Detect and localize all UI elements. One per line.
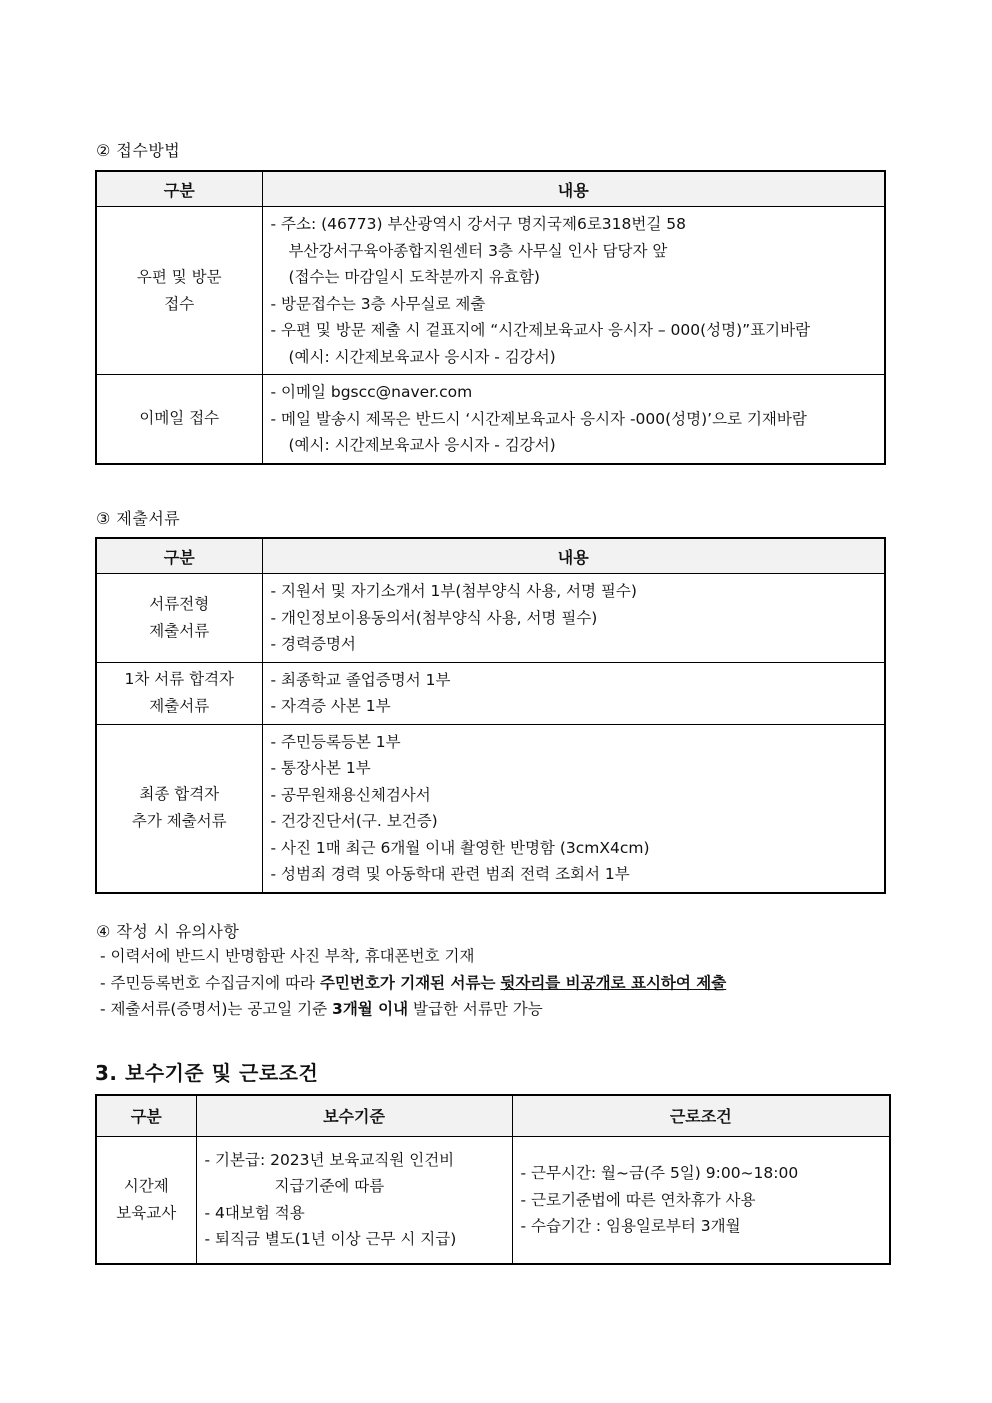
table-row bbox=[96, 574, 885, 663]
content-line: - 4대보험 적용 bbox=[204, 1203, 305, 1222]
section-title-submission-method: ② 접수방법 bbox=[96, 141, 181, 160]
content-line: - 우편 및 방문 제출 시 겉표지에 “시간제보육교사 응시자 – 000(성명)”표기바람 bbox=[270, 321, 811, 339]
content-line: (접수는 마감일시 도착분까지 유효함) bbox=[288, 268, 540, 286]
content-line: - 최종학교 졸업증명서 1부 bbox=[270, 670, 451, 689]
table-row bbox=[96, 207, 885, 375]
note-item bbox=[100, 970, 726, 997]
heading-pay-and-conditions: 3. 보수기준 및 근로조건 bbox=[95, 1061, 319, 1085]
header-pay: 보수기준 bbox=[196, 1095, 512, 1136]
category-line: 추가 제출서류 bbox=[131, 812, 227, 830]
table-row bbox=[96, 662, 885, 724]
note-text: - 제출서류(증명서)는 공고일 기준 bbox=[100, 1000, 333, 1018]
header-content: 내용 bbox=[262, 538, 885, 574]
note-item bbox=[100, 996, 726, 1023]
content-line: - 근무시간: 월~금(주 5일) 9:00~18:00 bbox=[520, 1164, 799, 1182]
submission-method-table bbox=[95, 170, 886, 465]
content-line: (예시: 시간제보육교사 응시자 - 김강서) bbox=[288, 436, 556, 454]
content-line: - 근로기준법에 따른 연차휴가 사용 bbox=[520, 1190, 756, 1209]
category-cell bbox=[96, 662, 262, 724]
category-cell bbox=[96, 207, 262, 375]
pay-cell bbox=[196, 1136, 512, 1264]
section-title-notes: ④ 작성 시 유의사항 bbox=[96, 922, 240, 941]
category-line: 이메일 접수 bbox=[139, 409, 220, 428]
content-line: - 방문접수는 3층 사무실로 제출 bbox=[270, 294, 486, 313]
content-line: - 자격증 사본 1부 bbox=[270, 697, 391, 715]
note-text: - 주민등록번호 수집금지에 따라 bbox=[100, 973, 320, 992]
content-cell bbox=[262, 662, 885, 724]
content-cell bbox=[262, 724, 885, 893]
category-line: 우편 및 방문 bbox=[136, 267, 222, 286]
note-item: - 이력서에 반드시 반명함판 사진 부착, 휴대폰번호 기재 bbox=[100, 947, 475, 965]
required-documents-table bbox=[95, 537, 886, 894]
header-content: 내용 bbox=[262, 171, 885, 207]
header-category: 구분 bbox=[96, 1095, 196, 1136]
header-category: 구분 bbox=[96, 538, 262, 574]
content-line: - 메일 발송시 제목은 반드시 ‘시간제보육교사 응시자 -000(성명)’으로 기재바람 bbox=[270, 409, 807, 428]
section-title-required-documents: ③ 제출서류 bbox=[96, 509, 181, 528]
content-cell bbox=[262, 207, 885, 375]
content-line: - 수습기간 : 임용일로부터 3개월 bbox=[520, 1217, 741, 1235]
content-line: - 지원서 및 자기소개서 1부(첨부양식 사용, 서명 필수) bbox=[270, 582, 637, 600]
content-line: (예시: 시간제보육교사 응시자 - 김강서) bbox=[288, 347, 556, 366]
category-line: 시간제 bbox=[123, 1176, 169, 1195]
category-cell bbox=[96, 574, 262, 663]
note-text: 발급한 서류만 가능 bbox=[408, 1000, 543, 1018]
content-line: 부산강서구육아종합지원센터 3층 사무실 인사 담당자 앞 bbox=[288, 241, 668, 260]
table-header-row bbox=[96, 538, 885, 574]
notes-list bbox=[100, 943, 726, 1023]
content-line: - 공무원채용신체검사서 bbox=[270, 785, 431, 804]
table-row bbox=[96, 1136, 890, 1264]
category-line: 최종 합격자 bbox=[139, 785, 220, 803]
table-header-row bbox=[96, 171, 885, 207]
category-line: 보육교사 bbox=[116, 1203, 177, 1222]
header-category: 구분 bbox=[96, 171, 262, 207]
table-row bbox=[96, 724, 885, 893]
category-line: 접수 bbox=[164, 294, 195, 313]
header-work: 근로조건 bbox=[512, 1095, 890, 1136]
content-line: - 성범죄 경력 및 아동학대 관련 범죄 전력 조회서 1부 bbox=[270, 865, 630, 883]
content-line: - 주소: (46773) 부산광역시 강서구 명지국제6로318번길 58 bbox=[270, 215, 686, 233]
category-line: 서류전형 bbox=[149, 594, 210, 613]
category-line: 제출서류 bbox=[149, 697, 210, 715]
note-bold-text: 3개월 이내 bbox=[332, 1000, 409, 1018]
note-underlined-text: 뒷자리를 비공개로 표시하여 제출 bbox=[500, 973, 727, 992]
content-line: - 주민등록등본 1부 bbox=[270, 732, 401, 751]
work-cell bbox=[512, 1136, 890, 1264]
content-line: - 퇴직금 별도(1년 이상 근무 시 지급) bbox=[204, 1230, 457, 1249]
content-line: - 건강진단서(구. 보건증) bbox=[270, 812, 438, 830]
pay-conditions-table bbox=[95, 1094, 891, 1265]
category-cell bbox=[96, 1136, 196, 1264]
content-line: - 사진 1매 최근 6개월 이내 촬영한 반명함 (3cmX4cm) bbox=[270, 838, 650, 857]
table-header-row bbox=[96, 1095, 890, 1136]
category-cell bbox=[96, 375, 262, 464]
content-line: - 개인정보이용동의서(첨부양식 사용, 서명 필수) bbox=[270, 608, 598, 627]
content-line: - 경력증명서 bbox=[270, 635, 356, 653]
category-line: 제출서류 bbox=[149, 621, 210, 640]
content-cell bbox=[262, 574, 885, 663]
content-line: 지급기준에 따름 bbox=[274, 1177, 385, 1196]
content-cell bbox=[262, 375, 885, 464]
table-row bbox=[96, 375, 885, 464]
category-line: 1차 서류 합격자 bbox=[124, 670, 235, 688]
category-cell bbox=[96, 724, 262, 893]
content-line: - 이메일 bgscc@naver.com bbox=[270, 383, 473, 401]
content-line: - 기본급: 2023년 보육교직원 인건비 bbox=[204, 1150, 455, 1169]
note-bold-text: 주민번호가 기재된 서류는 bbox=[319, 973, 496, 992]
content-line: - 통장사본 1부 bbox=[270, 759, 371, 777]
